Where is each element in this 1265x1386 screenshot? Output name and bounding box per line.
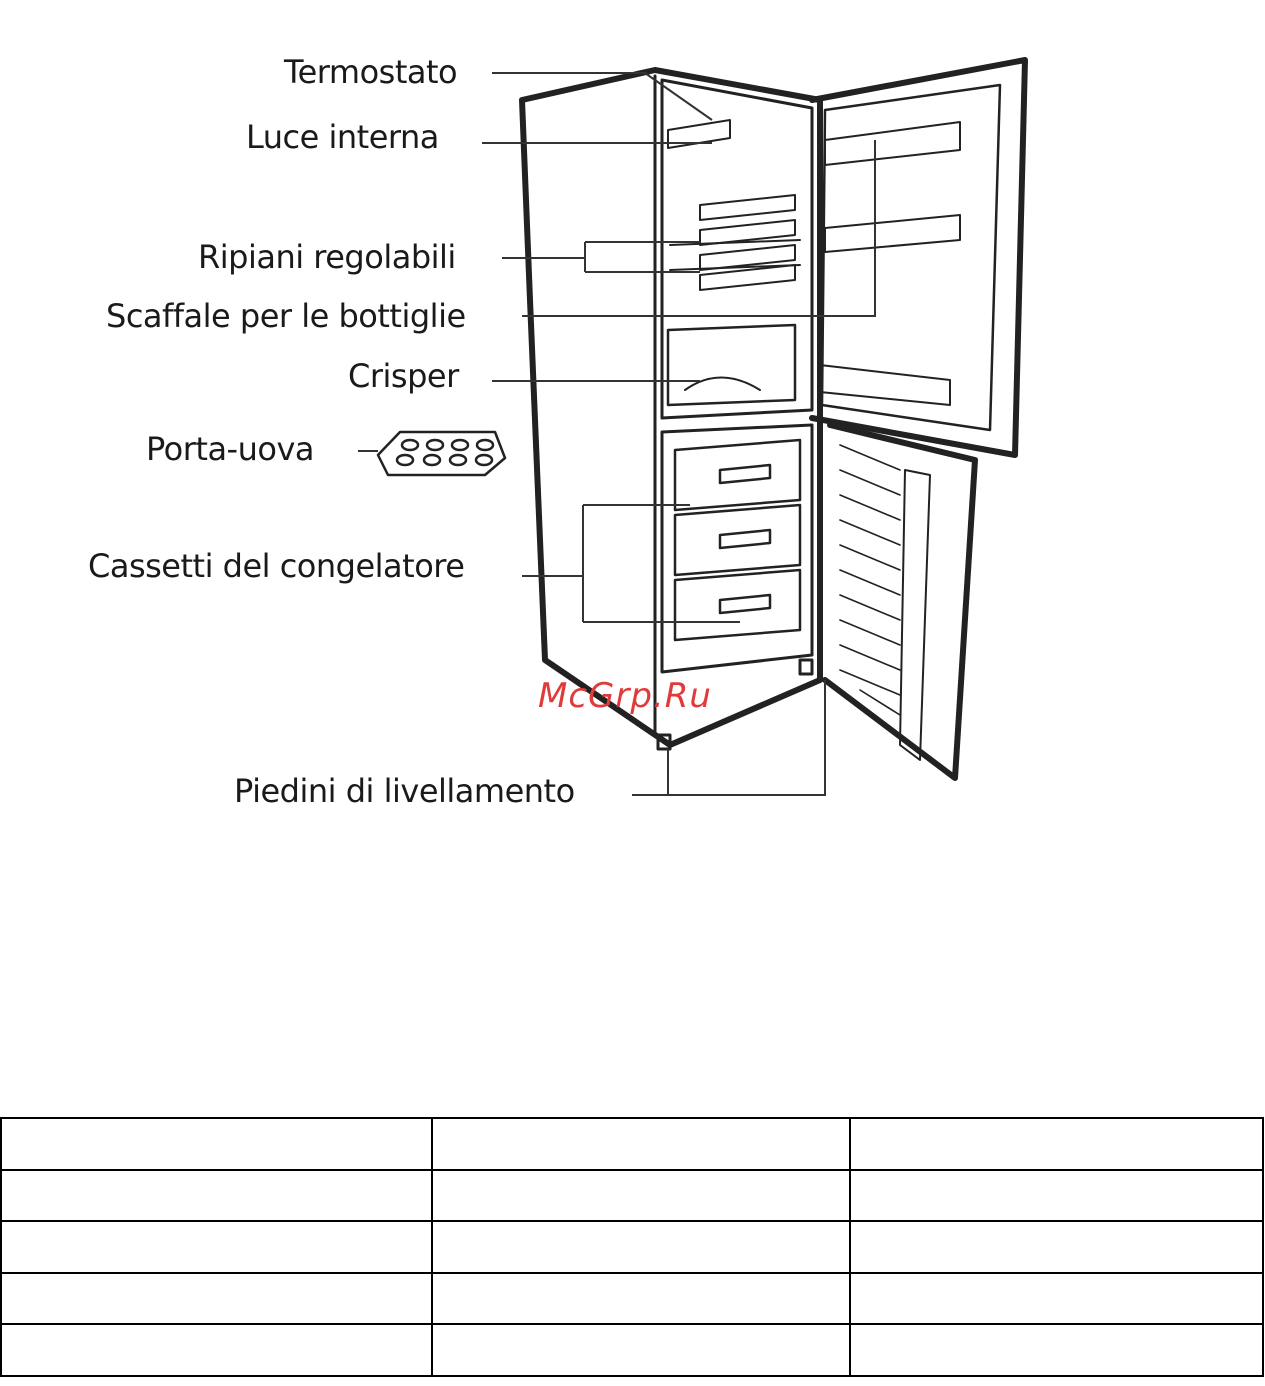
- label-interior-light: Luce interna: [246, 118, 439, 156]
- label-crisper: Crisper: [348, 357, 459, 395]
- watermark-text: McGrp.Ru: [538, 676, 712, 716]
- empty-table: [0, 1117, 1264, 1377]
- crisper-shape: [668, 325, 795, 405]
- table-cell: [850, 1170, 1263, 1222]
- table-row: [1, 1273, 1263, 1325]
- table-body: [1, 1118, 1263, 1376]
- label-freezer-drawers: Cassetti del congelatore: [88, 547, 465, 585]
- cabinet-outline: [522, 70, 820, 745]
- freezer-door-ribs: [840, 445, 900, 715]
- table-cell: [1, 1118, 432, 1170]
- table-cell: [432, 1118, 850, 1170]
- table-cell: [1, 1324, 432, 1376]
- freezer-drawers-shape: [675, 440, 800, 640]
- table-cell: [432, 1221, 850, 1273]
- table-row: [1, 1324, 1263, 1376]
- table-cell: [850, 1273, 1263, 1325]
- label-adjustable-shelves: Ripiani regolabili: [198, 238, 456, 276]
- table-cell: [432, 1273, 850, 1325]
- fridge-door: [812, 60, 1025, 455]
- table-cell: [1, 1221, 432, 1273]
- table-cell: [850, 1118, 1263, 1170]
- table-cell: [1, 1273, 432, 1325]
- table-row: [1, 1170, 1263, 1222]
- label-thermostat: Termostato: [284, 53, 458, 91]
- table-cell: [432, 1324, 850, 1376]
- label-bottle-rack: Scaffale per le bottiglie: [106, 297, 466, 335]
- table-cell: [432, 1170, 850, 1222]
- fridge-compartment: [662, 80, 812, 418]
- foot-right: [800, 660, 812, 674]
- table-row: [1, 1221, 1263, 1273]
- table-cell: [1, 1170, 432, 1222]
- table-cell: [850, 1221, 1263, 1273]
- table-cell: [850, 1324, 1263, 1376]
- label-leveling-feet: Piedini di livellamento: [234, 772, 575, 810]
- label-egg-tray: Porta-uova: [146, 430, 314, 468]
- egg-tray-shape: [378, 432, 505, 475]
- table-row: [1, 1118, 1263, 1170]
